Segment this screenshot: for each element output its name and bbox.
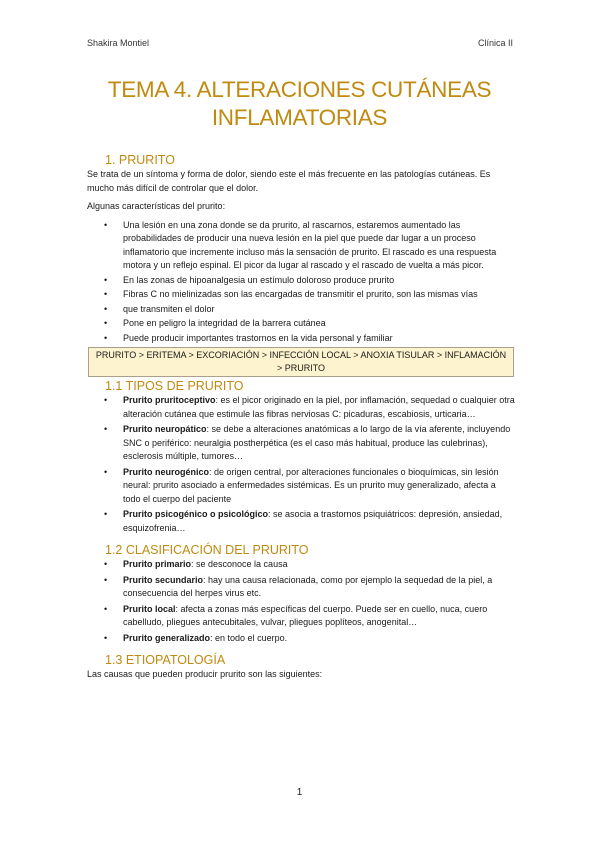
page-number: 1 — [296, 787, 303, 798]
bullet-icon: • — [104, 219, 108, 230]
prurito-cycle-box: PRURITO > ERITEMA > EXCORIACIÓN > INFECCIÓN LOCAL > ANOXIA TISULAR > INFLAMACIÓN > PRURITO — [88, 347, 514, 377]
list-item: • Prurito local: afecta a zonas más específicas del cuerpo. Puede ser en cuello, nuca, cuero cabelludo, pliegues antecubitales, vulvar, pliegues poplíteos, anogenital… — [104, 603, 488, 627]
document-title — [0, 76, 599, 132]
section-heading-prurito: 1. PRURITO — [105, 153, 175, 167]
section-heading-tipos: 1.1 TIPOS DE PRURITO — [105, 379, 244, 393]
bullet-icon: • — [104, 303, 108, 314]
title-line-2: INFLAMATORIAS — [211, 105, 388, 130]
list-item: • Pone en peligro la integridad de la barrera cutánea — [87, 317, 515, 331]
bullet-icon: • — [104, 603, 108, 614]
clasificacion-list — [87, 558, 515, 645]
characteristics-lead: Algunas características del prurito: — [87, 201, 226, 211]
list-item: • Prurito primario: se desconoce la causa — [87, 558, 515, 572]
title-line-1: TEMA 4. ALTERACIONES CUTÁNEAS — [107, 77, 492, 102]
list-item: • Fibras C no mielinizadas son las encargadas de transmitir el prurito, son las mismas vías — [87, 288, 515, 302]
tipos-list — [87, 394, 515, 535]
bullet-icon: • — [104, 632, 108, 643]
etiopatologia-text: Las causas que pueden producir prurito son las siguientes: — [87, 669, 323, 679]
section-heading-clasificacion: 1.2 CLASIFICACIÓN DEL PRURITO — [105, 543, 309, 557]
characteristics-list — [87, 219, 515, 346]
bullet-icon: • — [104, 318, 108, 328]
document-body — [87, 152, 515, 682]
bullet-icon: • — [104, 466, 108, 477]
list-item: • Puede producir importantes trastornos en la vida personal y familiar — [87, 332, 515, 346]
list-item: • En las zonas de hipoanalgesia un estímulo doloroso produce prurito — [87, 274, 515, 288]
intro-paragraph: Se trata de un síntoma y forma de dolor, siendo este el más frecuente en las patologías cutáneas. Es mucho más difícil de controlar que el dolor. — [87, 169, 491, 193]
list-item: • Prurito pruritoceptivo: es el picor originado en la piel, por inflamación, sequedad o cualquier otra alteración cutánea que estimule las fibras nerviosas C: picaduras, escabiosis, urticaria… — [104, 395, 515, 419]
bullet-icon: • — [104, 509, 108, 519]
header-subject: Clínica II — [477, 38, 513, 48]
bullet-icon: • — [104, 395, 108, 405]
bullet-icon: • — [104, 424, 108, 434]
bullet-icon: • — [104, 559, 108, 569]
list-item: • Prurito secundario: hay una causa relacionada, como por ejemplo la sequedad de la piel, a consecuencia del herpes virus etc. — [104, 574, 493, 598]
list-item: • Prurito neurogénico: de origen central, por alteraciones funcionales o bioquímicas, sin lesión neural: prurito asociado a enfermedades sistémicas. Es un prurito muy generalizado, afecta a todo el cuerpo del paciente — [104, 466, 499, 504]
bullet-icon: • — [104, 574, 108, 585]
header-author: Shakira Montiel — [87, 38, 150, 48]
list-item: • Prurito psicogénico o psicológico: se asocia a trastornos psiquiátricos: depresión, ansiedad, esquizofrenia… — [104, 509, 503, 533]
list-item: • Una lesión en una zona donde se da prurito, al rascarnos, estaremos aumentado las probabilidades de producir una nueva lesión en la piel que puede dar lugar a un proceso inflamatorio que incremente incluso más la sensación de prurito. El rascado es una respuesta motora y un reflejo espinal. El picor da lugar al rascado y el rascado de vuelta a más picor. — [104, 219, 497, 270]
list-item: • que transmiten el dolor — [87, 303, 515, 317]
bullet-icon: • — [104, 274, 108, 285]
section-heading-etiopatologia: 1.3 ETIOPATOLOGÍA — [105, 653, 226, 667]
bullet-icon: • — [104, 289, 108, 299]
bullet-icon: • — [104, 332, 108, 343]
list-item: • Prurito neuropático: se debe a alteraciones anatómicas a lo largo de la vía aferente, incluyendo SNC o periférico: neuralgia postherpética (es el caso más habitual, produce las culebrinas), esclerosis múltiple, tumores… — [104, 424, 511, 461]
list-item: • Prurito generalizado: en todo el cuerpo. — [87, 632, 515, 646]
